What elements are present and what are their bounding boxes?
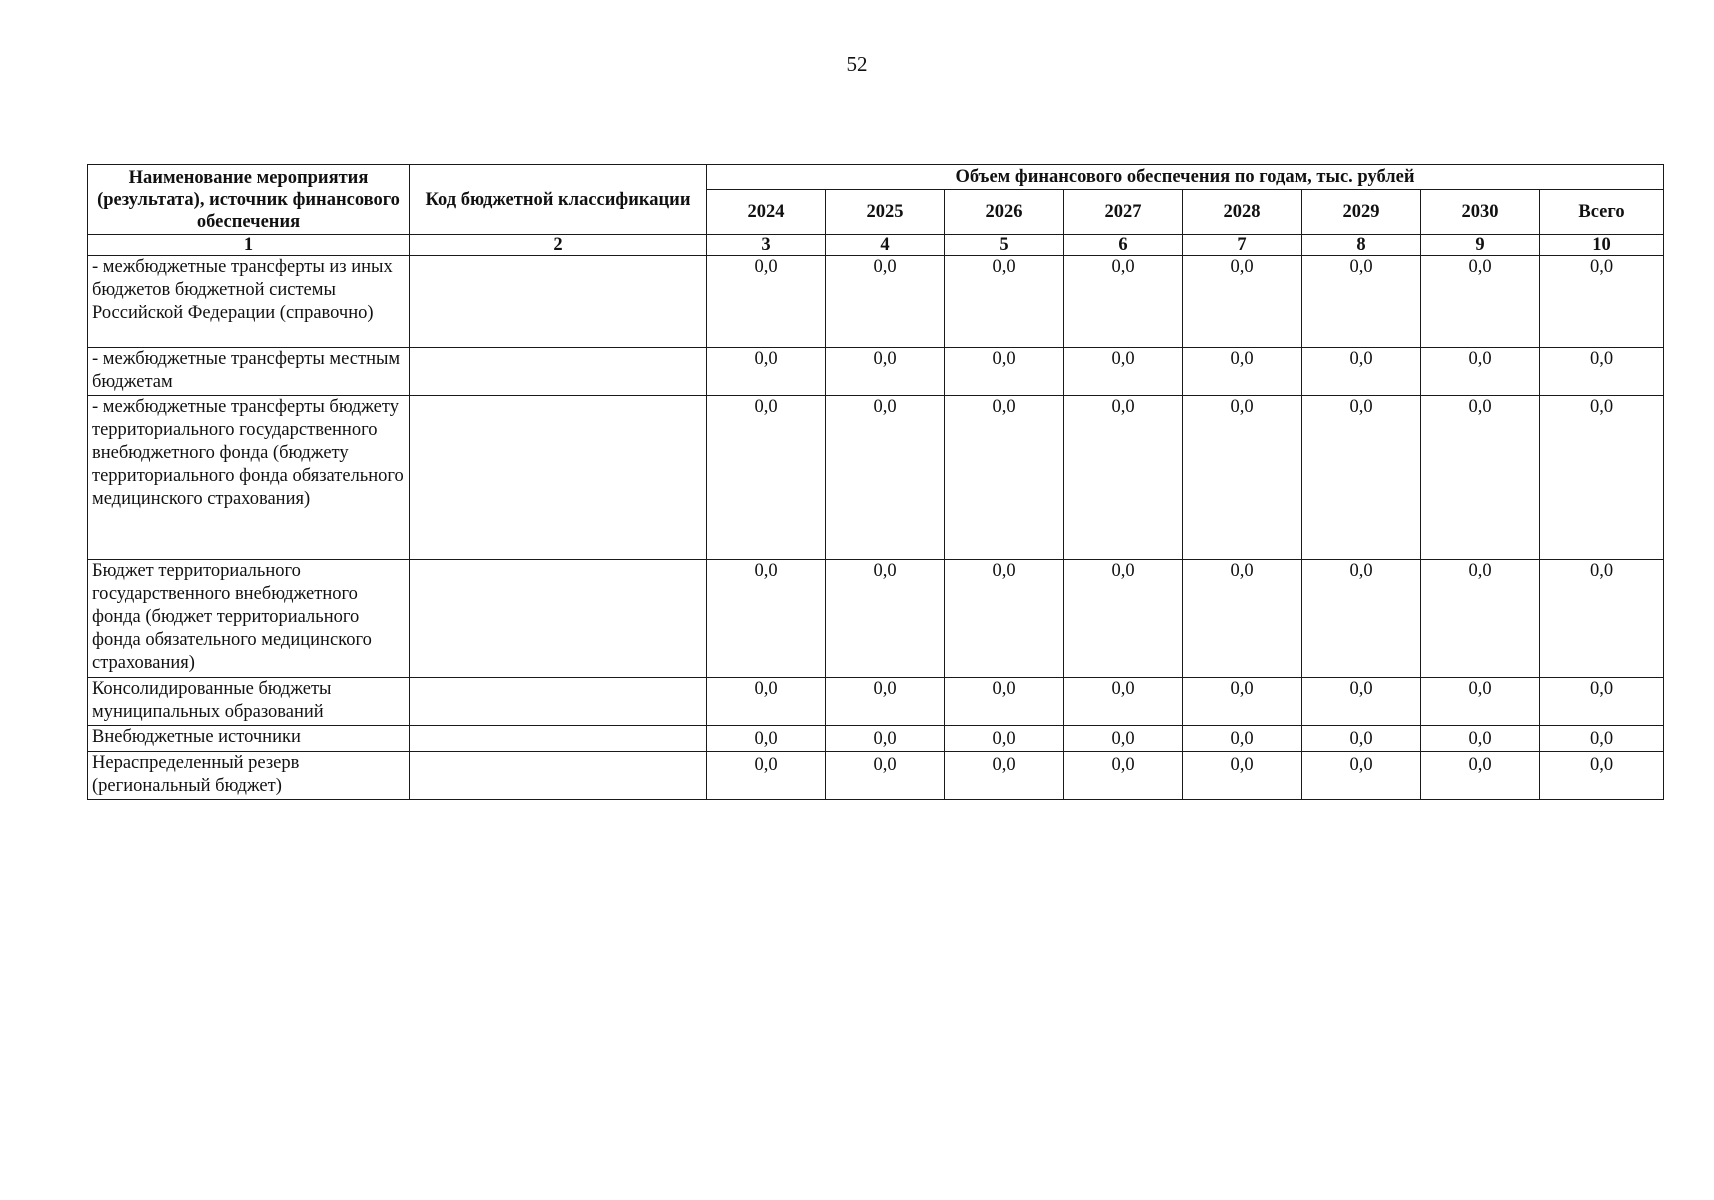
financing-table (87, 164, 1664, 800)
row-value: 0,0 (1540, 256, 1664, 348)
row-name: Внебюджетные источники (88, 726, 410, 752)
column-number: 10 (1540, 235, 1664, 256)
row-value: 0,0 (1421, 560, 1540, 678)
row-value: 0,0 (1064, 560, 1183, 678)
page-number: 52 (846, 52, 868, 76)
table-row (88, 396, 1664, 560)
row-value: 0,0 (1540, 396, 1664, 560)
table-row (88, 560, 1664, 678)
column-number: 7 (1183, 235, 1302, 256)
row-value: 0,0 (1540, 560, 1664, 678)
row-value: 0,0 (826, 560, 945, 678)
row-value: 0,0 (1302, 726, 1421, 752)
header-name: Наименование мероприятия (результата), источник финансового обеспечения (88, 165, 410, 235)
table-row (88, 348, 1664, 396)
row-value: 0,0 (1540, 348, 1664, 396)
column-number: 5 (945, 235, 1064, 256)
table-row (88, 678, 1664, 726)
row-value: 0,0 (826, 678, 945, 726)
row-value: 0,0 (1421, 348, 1540, 396)
table-body (88, 256, 1664, 800)
column-number: 6 (1064, 235, 1183, 256)
row-name: - межбюджетные трансферты местным бюджетам (88, 348, 410, 396)
row-code (410, 726, 707, 752)
row-code (410, 560, 707, 678)
row-value: 0,0 (707, 348, 826, 396)
row-name: - межбюджетные трансферты бюджету территориального государственного внебюджетного фонда (бюджету территориального фонда обязательного медицинского страхования) (88, 396, 410, 560)
row-code (410, 256, 707, 348)
row-value: 0,0 (1540, 726, 1664, 752)
row-value: 0,0 (1421, 726, 1540, 752)
row-code (410, 348, 707, 396)
row-value: 0,0 (707, 678, 826, 726)
table-row (88, 256, 1664, 348)
row-value: 0,0 (826, 348, 945, 396)
row-code (410, 752, 707, 800)
row-code (410, 678, 707, 726)
row-name: Нераспределенный резерв (региональный бюджет) (88, 752, 410, 800)
row-value: 0,0 (1302, 256, 1421, 348)
row-value: 0,0 (1064, 396, 1183, 560)
row-value: 0,0 (1421, 678, 1540, 726)
row-value: 0,0 (1302, 348, 1421, 396)
row-value: 0,0 (1540, 678, 1664, 726)
row-value: 0,0 (826, 396, 945, 560)
header-total: Всего (1540, 190, 1664, 235)
row-value: 0,0 (1064, 726, 1183, 752)
table-row (88, 726, 1664, 752)
row-value: 0,0 (707, 560, 826, 678)
row-value: 0,0 (1302, 396, 1421, 560)
row-value: 0,0 (1064, 752, 1183, 800)
row-value: 0,0 (707, 752, 826, 800)
row-name: - межбюджетные трансферты из иных бюджетов бюджетной системы Российской Федерации (справочно) (88, 256, 410, 348)
column-number: 4 (826, 235, 945, 256)
row-value: 0,0 (945, 752, 1064, 800)
column-number: 3 (707, 235, 826, 256)
row-value: 0,0 (1183, 396, 1302, 560)
row-value: 0,0 (945, 726, 1064, 752)
column-number: 2 (410, 235, 707, 256)
column-number: 9 (1421, 235, 1540, 256)
row-value: 0,0 (1183, 726, 1302, 752)
row-value: 0,0 (1183, 348, 1302, 396)
row-value: 0,0 (1183, 256, 1302, 348)
header-row-top (88, 165, 1664, 190)
row-value: 0,0 (826, 256, 945, 348)
table-row (88, 752, 1664, 800)
header-code: Код бюджетной классификации (410, 165, 707, 235)
row-value: 0,0 (945, 560, 1064, 678)
row-name: Консолидированные бюджеты муниципальных образований (88, 678, 410, 726)
table-header (88, 165, 1664, 256)
row-value: 0,0 (1421, 256, 1540, 348)
row-value: 0,0 (707, 726, 826, 752)
row-value: 0,0 (945, 348, 1064, 396)
header-year: 2025 (826, 190, 945, 235)
header-year: 2024 (707, 190, 826, 235)
column-number: 1 (88, 235, 410, 256)
header-year: 2026 (945, 190, 1064, 235)
header-volume: Объем финансового обеспечения по годам, тыс. рублей (707, 165, 1664, 190)
row-value: 0,0 (1302, 752, 1421, 800)
row-name: Бюджет территориального государственного внебюджетного фонда (бюджет территориального фонда обязательного медицинского страхования) (88, 560, 410, 678)
column-number-row (88, 235, 1664, 256)
row-value: 0,0 (945, 678, 1064, 726)
header-year: 2030 (1421, 190, 1540, 235)
header-year: 2028 (1183, 190, 1302, 235)
row-value: 0,0 (1302, 560, 1421, 678)
row-value: 0,0 (945, 256, 1064, 348)
row-value: 0,0 (826, 726, 945, 752)
row-value: 0,0 (826, 752, 945, 800)
row-value: 0,0 (1183, 752, 1302, 800)
row-value: 0,0 (707, 396, 826, 560)
row-value: 0,0 (1540, 752, 1664, 800)
row-value: 0,0 (1421, 752, 1540, 800)
column-number: 8 (1302, 235, 1421, 256)
row-value: 0,0 (707, 256, 826, 348)
header-year: 2029 (1302, 190, 1421, 235)
row-value: 0,0 (1064, 678, 1183, 726)
header-year: 2027 (1064, 190, 1183, 235)
row-value: 0,0 (945, 396, 1064, 560)
row-value: 0,0 (1183, 560, 1302, 678)
row-value: 0,0 (1302, 678, 1421, 726)
row-code (410, 396, 707, 560)
row-value: 0,0 (1183, 678, 1302, 726)
row-value: 0,0 (1064, 348, 1183, 396)
row-value: 0,0 (1064, 256, 1183, 348)
row-value: 0,0 (1421, 396, 1540, 560)
